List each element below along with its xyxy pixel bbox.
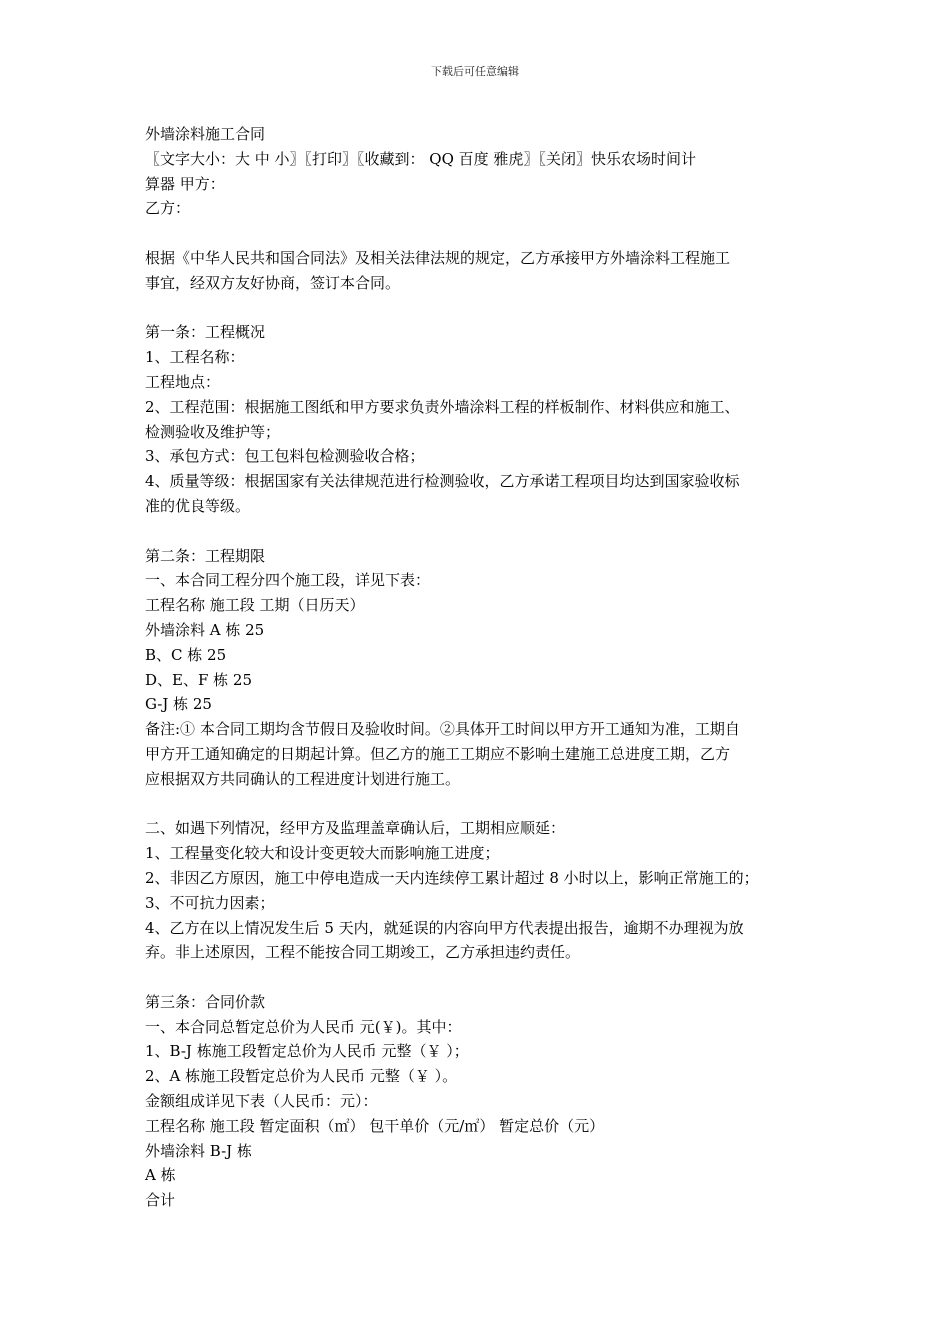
document-line: 弃。非上述原因，工程不能按合同工期竣工，乙方承担违约责任。: [145, 943, 581, 962]
blank-line: [145, 519, 817, 544]
document-line: 一、本合同工程分四个施工段，详见下表：: [145, 571, 431, 590]
document-line: 应根据双方共同确认的工程进度计划进行施工。: [145, 769, 461, 788]
document-line: 2、工程范围：根据施工图纸和甲方要求负责外墙涂料工程的样板制作、材料供应和施工、: [145, 397, 740, 416]
document-line: 根据《中华人民共和国合同法》及相关法律法规的规定，乙方承接甲方外墙涂料工程施工: [145, 248, 731, 267]
document-line: 1、B-J 栋施工段暂定总价为人民币 元整（￥ ）；: [145, 1042, 469, 1061]
document-line: 准的优良等级。: [145, 496, 251, 515]
document-line: B、C 栋 25: [145, 645, 227, 664]
document-line: 外墙涂料 A 栋 25: [145, 620, 265, 639]
document-line: 检测验收及维护等；: [145, 422, 281, 441]
document-line: 第三条：合同价款: [145, 992, 266, 1011]
document-line: 3、承包方式：包工包料包检测验收合格；: [145, 447, 425, 466]
document-line: 备注:① 本合同工期均含节假日及验收时间。②具体开工时间以甲方开工通知为准，工期自: [145, 720, 740, 739]
document-line: 二、如遇下列情况，经甲方及监理盖章确认后，工期相应顺延：: [145, 819, 566, 838]
blank-line: [145, 965, 817, 990]
document-line: 工程名称 施工段 暂定面积（㎡） 包干单价（元/㎡） 暂定总价（元）: [145, 1116, 605, 1135]
document-line: 4、质量等级：根据国家有关法律规范进行检测验收，乙方承诺工程项目均达到国家验收标: [145, 472, 740, 491]
document-line: 4、乙方在以上情况发生后 5 天内，就延误的内容向甲方代表提出报告，逾期不办理视为放: [145, 918, 744, 937]
document-line: G-J 栋 25: [145, 695, 212, 714]
document-line: 乙方：: [145, 199, 191, 218]
document-line: A 栋: [145, 1166, 176, 1185]
document-line: 2、A 栋施工段暂定总价为人民币 元整（￥ ）。: [145, 1067, 458, 1086]
document-line: 第一条：工程概况: [145, 323, 266, 342]
document-line: 外墙涂料 B-J 栋: [145, 1141, 252, 1160]
blank-line: [145, 221, 817, 246]
document-line: 事宜，经双方友好协商，签订本合同。: [145, 273, 401, 292]
document-line: 合计: [145, 1191, 176, 1210]
document-line: 〖文字大小：大 中 小〗〖打印〗〖收藏到： QQ 百度 雅虎〗〖关闭〗快乐农场时间计: [145, 149, 696, 168]
document-line: 第二条：工程期限: [145, 546, 266, 565]
document-line: 1、工程量变化较大和设计变更较大而影响施工进度；: [145, 844, 500, 863]
document-line: 1、工程名称：: [145, 348, 245, 367]
document-line: 一、本合同总暂定总价为人民币 元(￥)。其中：: [145, 1017, 462, 1036]
page-header-note: 下载后可任意编辑: [431, 65, 519, 78]
document-line: 工程名称 施工段 工期（日历天）: [145, 596, 365, 615]
document-line: 外墙涂料施工合同: [145, 125, 266, 143]
document-line: 金额组成详见下表（人民币：元）：: [145, 1092, 378, 1111]
blank-line: [145, 792, 817, 817]
document-body: [145, 122, 817, 1213]
blank-line: [145, 296, 817, 321]
document-line: 2、非因乙方原因，施工中停电造成一天内连续停工累计超过 8 小时以上，影响正常施工的；: [145, 868, 759, 887]
document-line: D、E、F 栋 25: [145, 670, 253, 689]
document-line: 3、不可抗力因素；: [145, 893, 275, 912]
document-line: 算器 甲方：: [145, 174, 225, 193]
document-line: 工程地点：: [145, 372, 221, 391]
document-line: 甲方开工通知确定的日期起计算。但乙方的施工工期应不影响土建施工总进度工期，乙方: [145, 744, 731, 763]
